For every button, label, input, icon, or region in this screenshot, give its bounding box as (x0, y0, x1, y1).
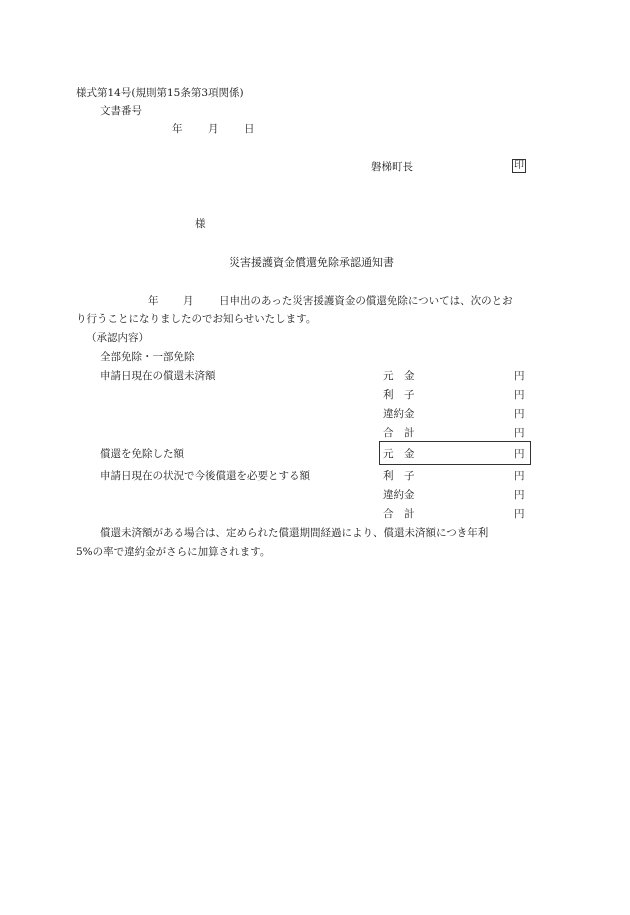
row-item: 元 金 (383, 448, 415, 460)
row-unit: 円 (514, 408, 525, 420)
exemption-type: 全部免除・一部免除 (100, 351, 195, 363)
date-day: 日 (244, 123, 255, 135)
addressee-suffix: 様 (195, 218, 206, 230)
row-unit: 円 (514, 448, 525, 460)
row-item: 合 計 (383, 508, 415, 520)
row-item: 利 子 (383, 470, 415, 482)
row-label: 償還を免除した額 (100, 448, 184, 460)
date-month: 月 (208, 123, 219, 135)
row-unit: 円 (514, 427, 525, 439)
row-label: 申請日現在の償還未済額 (100, 370, 216, 382)
document-title: 災害援護資金償還免除承認通知書 (229, 256, 394, 269)
body-line-1: 日申出のあった災害援護資金の償還免除については、次のとお (219, 295, 513, 307)
row-unit: 円 (514, 370, 525, 382)
row-item: 元 金 (383, 370, 415, 382)
row-item: 合 計 (383, 427, 415, 439)
form-number: 様式第14号(規則第15条第3項関係) (76, 87, 244, 99)
row-unit: 円 (514, 470, 525, 482)
notice-line-2: 5%の率で違約金がさらに加算されます。 (76, 546, 271, 558)
body-month: 月 (183, 295, 194, 307)
approval-heading: （承認内容） (86, 332, 149, 344)
row-item: 利 子 (383, 389, 415, 401)
row-item: 違約金 (383, 489, 415, 501)
row-label: 申請日現在の状況で今後償還を必要とする額 (100, 470, 310, 482)
seal-stamp: 印 (514, 160, 524, 171)
notice-line-1: 償還未済額がある場合は、定められた償還期間経過により、償還未済額につき年利 (100, 527, 489, 539)
row-unit: 円 (514, 508, 525, 520)
row-item: 違約金 (383, 408, 415, 420)
document-number-label: 文書番号 (100, 105, 142, 117)
row-unit: 円 (514, 489, 525, 501)
body-year: 年 (148, 295, 159, 307)
issuer-name: 磐梯町長 (371, 161, 413, 173)
row-unit: 円 (514, 389, 525, 401)
body-line-2: り行うことになりましたのでお知らせいたします。 (76, 313, 317, 325)
date-year: 年 (172, 123, 183, 135)
